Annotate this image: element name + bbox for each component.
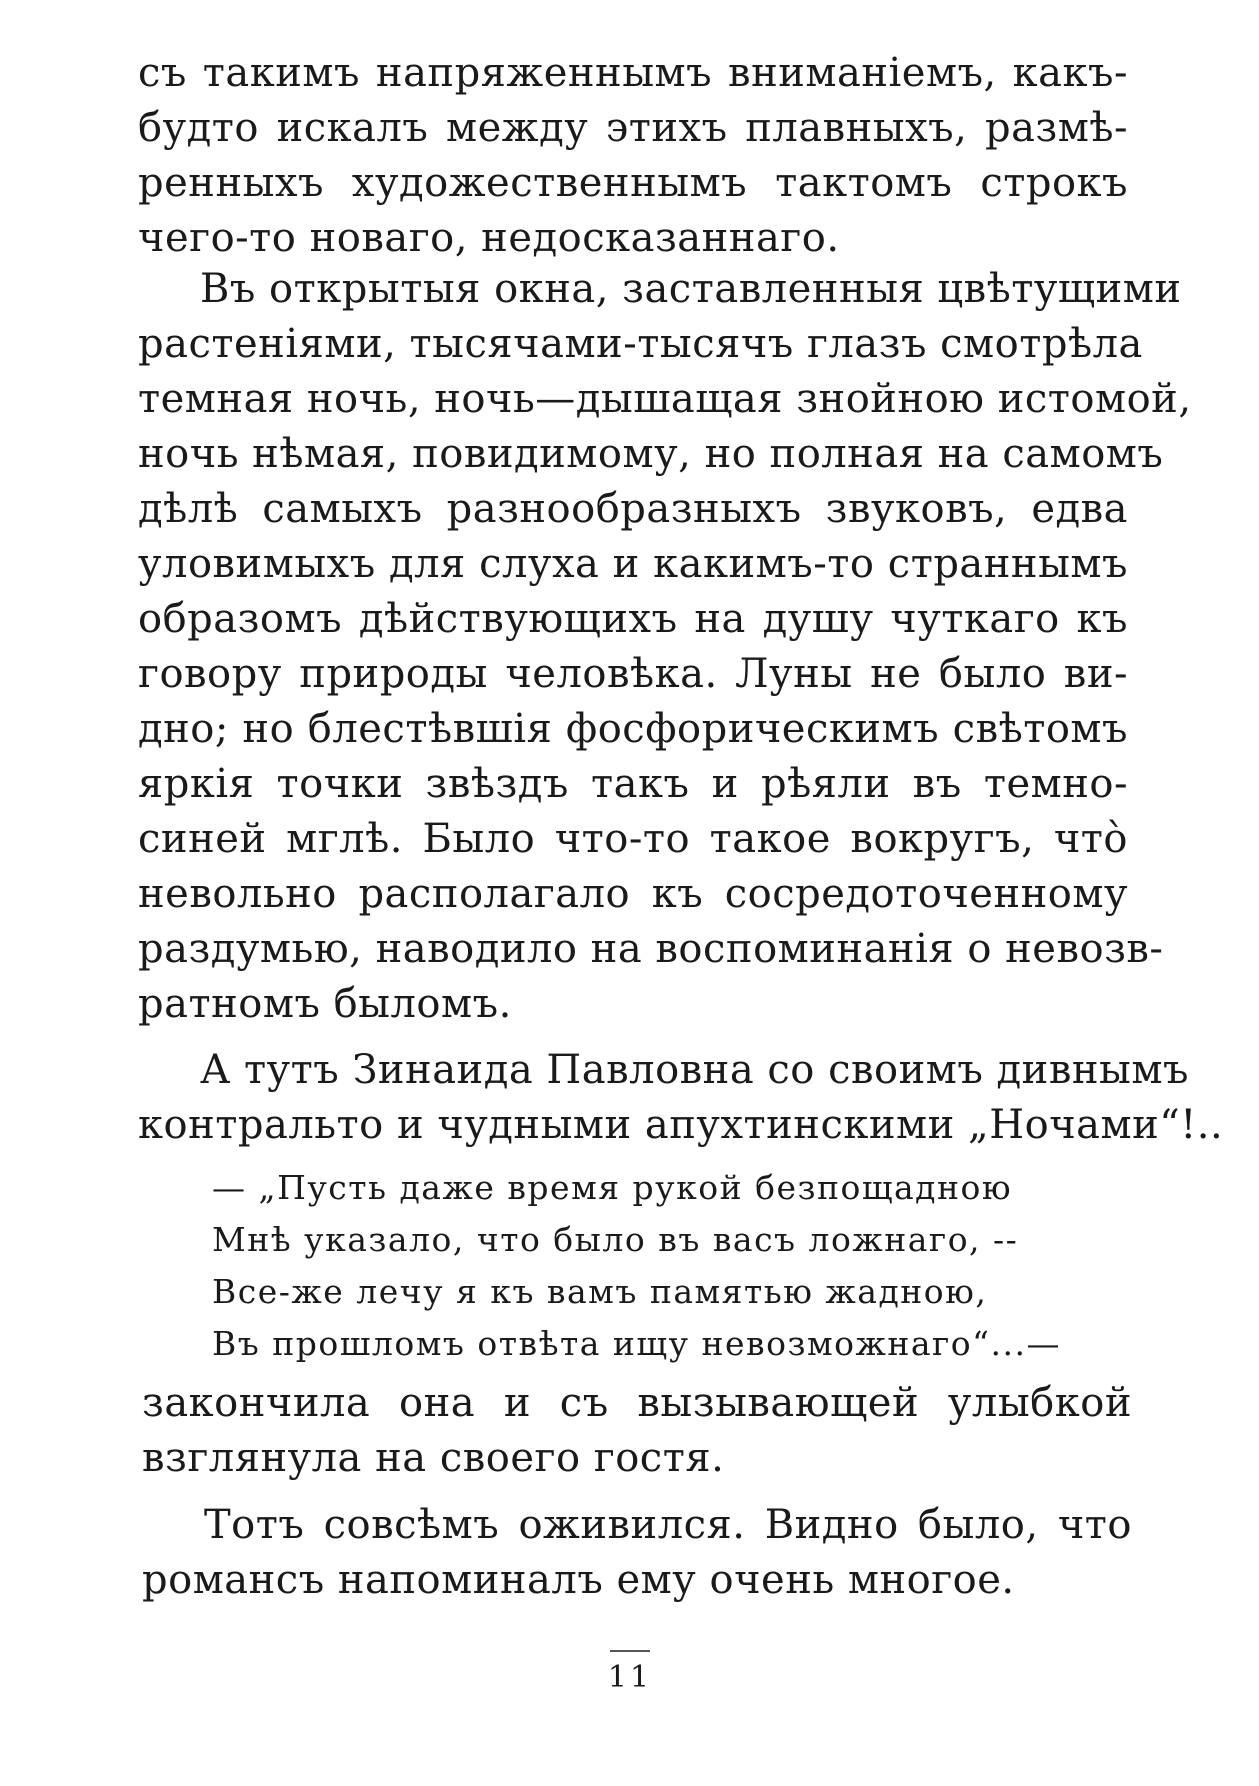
paragraph-4	[142, 1376, 1132, 1486]
text-line: невольно располагало къ сосредоточенному	[138, 871, 1128, 917]
page-number: 11	[607, 1660, 653, 1695]
page-number-rule	[610, 1650, 650, 1652]
text-line: чего-то новаго, недосказаннаго.	[138, 215, 840, 261]
text-line: А тутъ Зинаида Павловна со своимъ дивнымъ	[200, 1047, 1189, 1093]
text-line: контральто и чудными апухтинскими „Ночами“!..	[138, 1102, 1224, 1148]
poem-line: Все-же лечу я къ вамъ памятью жадною,	[212, 1272, 988, 1311]
text-line: романсъ напоминалъ ему очень многое.	[142, 1557, 1015, 1603]
text-line: говору природы человѣка. Луны не было ви-	[138, 651, 1128, 697]
poem-line: Въ прошломъ отвѣта ищу невозможнаго“...—	[212, 1324, 1062, 1363]
text-line: ратномъ быломъ.	[138, 981, 512, 1027]
text-line: яркія точки звѣздъ такъ и рѣяли въ темно-	[138, 761, 1128, 807]
text-line: синей мглѣ. Было что-то такое вокругъ, что̀	[138, 816, 1128, 862]
text-line: ренныхъ художественнымъ тактомъ строкъ	[138, 160, 1128, 206]
text-line: съ такимъ напряженнымъ вниманіемъ, какъ-	[138, 50, 1128, 96]
text-line: взглянула на своего гостя.	[142, 1435, 725, 1481]
text-line: закончила она и съ вызывающей улыбкой	[142, 1380, 1132, 1426]
poem-line: Мнѣ указало, что было въ васъ ложнаго, --	[212, 1220, 1019, 1259]
text-line: дѣлѣ самыхъ разнообразныхъ звуковъ, едва	[138, 486, 1128, 532]
poem-line: — „Пусть даже время рукой безпощадною	[212, 1168, 1013, 1207]
poem-quote	[212, 1162, 1072, 1370]
paragraph-3	[138, 1043, 1224, 1153]
text-line: темная ночь, ночь—дышащая знойною истомой,	[138, 376, 1192, 422]
text-line: образомъ дѣйствующихъ на душу чуткаго къ	[138, 596, 1128, 642]
paragraph-1	[138, 46, 1128, 266]
text-line: ночь нѣмая, повидимому, но полная на самомъ	[138, 431, 1164, 477]
paragraph-2	[138, 262, 1192, 1032]
paragraph-5	[142, 1498, 1132, 1608]
text-line: растеніями, тысячами-тысячъ глазъ смотрѣла	[138, 321, 1143, 367]
text-line: Въ открытыя окна, заставленныя цвѣтущими	[200, 266, 1182, 312]
text-line: дно; но блестѣвшія фосфорическимъ свѣтомъ	[138, 706, 1128, 752]
text-line: раздумью, наводило на воспоминанія о невозв-	[138, 926, 1164, 972]
text-line: Тотъ совсѣмъ оживился. Видно было, что	[204, 1502, 1132, 1548]
text-line: будто искалъ между этихъ плавныхъ, размѣ-	[138, 105, 1128, 151]
text-line: уловимыхъ для слуха и какимъ-то страннымъ	[138, 541, 1128, 587]
